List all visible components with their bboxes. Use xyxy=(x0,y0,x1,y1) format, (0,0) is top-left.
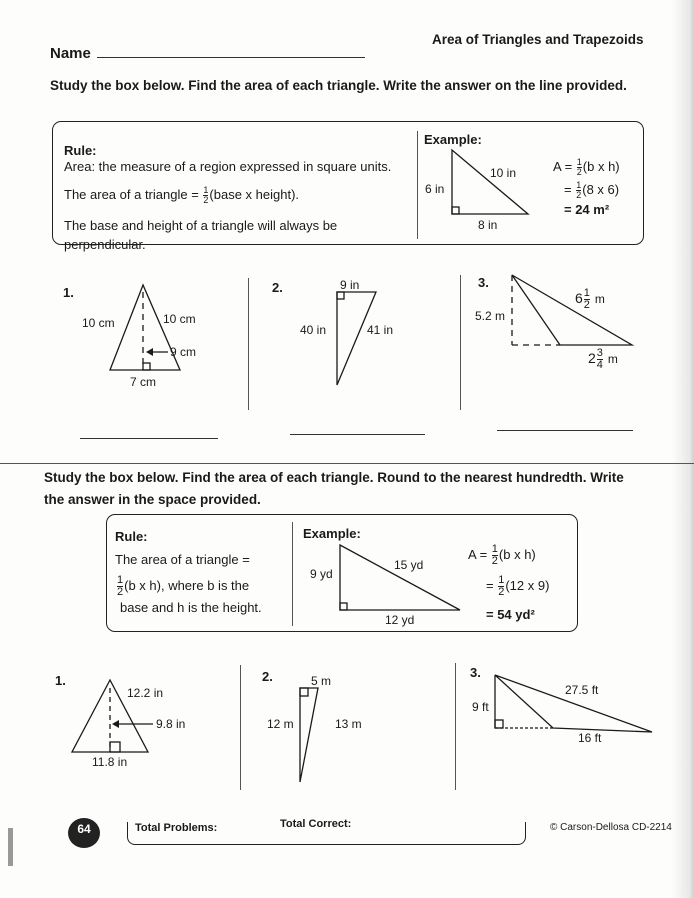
example-title: Example: xyxy=(303,526,361,541)
example-triangle xyxy=(452,150,528,214)
page-title: Area of Triangles and Trapezoids xyxy=(432,32,644,47)
problem-number: 2. xyxy=(262,669,273,684)
right-angle-mark xyxy=(340,603,347,610)
label-base: 2 $\frac{3}{4}$ m xyxy=(588,347,618,371)
instruction-2-cont: the answer in the space provided. xyxy=(44,492,261,507)
instruction-1: Study the box below. Find the area of each triangle. Write the answer on the line provided. xyxy=(50,78,627,93)
rule-text: The base and height of a triangle will always be xyxy=(64,218,338,233)
label-height: 9 cm xyxy=(170,345,197,359)
page-number-badge: 64 xyxy=(68,818,100,848)
label-base: 7 cm xyxy=(130,375,157,389)
right-angle-mark xyxy=(300,688,308,696)
example-answer: = 24 m² xyxy=(564,202,610,217)
arrow-head xyxy=(146,348,153,356)
example-formula: A = $\frac{1}{2}$ (b x h) xyxy=(553,157,620,177)
label-base: 11.8 in xyxy=(92,755,128,769)
label-hyp: 6 $\frac{1}{2}$ m xyxy=(575,287,605,311)
right-angle-mark xyxy=(143,363,150,370)
label-left: 40 in xyxy=(300,323,327,337)
problem-number: 3. xyxy=(470,665,481,680)
copyright: © Carson-Dellosa CD-2214 xyxy=(550,822,672,833)
label-height: 9.8 in xyxy=(156,717,186,731)
label-height: 9 yd xyxy=(310,567,333,581)
example-formula: = $\frac{1}{2}$ (12 x 9) xyxy=(486,574,550,598)
right-angle-mark xyxy=(495,720,503,728)
label-side: 10 cm xyxy=(163,312,196,326)
name-label: Name xyxy=(50,45,91,62)
label-height: 6 in xyxy=(425,182,445,196)
triangle-2 xyxy=(337,292,376,385)
label-side: 12.2 in xyxy=(127,686,164,700)
example-triangle xyxy=(340,545,460,610)
rule-title: Rule: xyxy=(115,529,148,544)
right-angle-mark xyxy=(337,292,344,299)
label-side: 10 cm xyxy=(82,316,115,330)
right-angle-mark xyxy=(110,742,120,752)
rule-text: base and h is the height. xyxy=(120,600,262,615)
right-angle-mark xyxy=(452,207,459,214)
rule-text: The area of a triangle = $\frac{1}{2}$ (base x height). xyxy=(64,185,300,205)
example-title: Example: xyxy=(424,132,482,147)
problem-number: 2. xyxy=(272,280,283,295)
label-top: 9 in xyxy=(340,278,360,292)
total-correct-label: Total Correct: xyxy=(280,818,352,830)
example-answer: = 54 yd² xyxy=(486,607,535,622)
label-hyp: 15 yd xyxy=(394,558,424,572)
label-hyp: 41 in xyxy=(367,323,394,337)
arrow-head xyxy=(112,720,119,728)
label-height: 5.2 m xyxy=(475,309,506,323)
rule-text: The area of a triangle = xyxy=(115,552,250,567)
problem-number: 1. xyxy=(55,673,66,688)
rule-text: $\frac{1}{2}$ (b x h), where b is the xyxy=(117,574,250,598)
problem-number: 3. xyxy=(478,275,489,290)
label-left: 12 m xyxy=(267,717,294,731)
rule-text: Area: the measure of a region expressed in square units. xyxy=(64,159,392,174)
label-hyp: 10 in xyxy=(490,166,517,180)
instruction-2: Study the box below. Find the area of each triangle. Round to the nearest hundredth. Write xyxy=(44,470,624,485)
example-formula: = $\frac{1}{2}$ (8 x 6) xyxy=(564,180,620,200)
rule-text: perpendicular. xyxy=(64,237,146,252)
label-top: 5 m xyxy=(311,674,332,688)
label-base: 8 in xyxy=(478,218,498,232)
label-hyp: 27.5 ft xyxy=(565,683,599,697)
label-height: 9 ft xyxy=(472,700,489,714)
label-hyp: 13 m xyxy=(335,717,362,731)
triangle-3 xyxy=(512,275,632,345)
problem-number: 1. xyxy=(63,285,74,300)
label-base: 16 ft xyxy=(578,731,602,745)
triangle-2 xyxy=(300,688,318,782)
rule-title: Rule: xyxy=(64,143,97,158)
example-formula: A = $\frac{1}{2}$ (b x h) xyxy=(468,543,536,567)
total-problems-label: Total Problems: xyxy=(135,822,218,834)
label-base: 12 yd xyxy=(385,613,415,627)
